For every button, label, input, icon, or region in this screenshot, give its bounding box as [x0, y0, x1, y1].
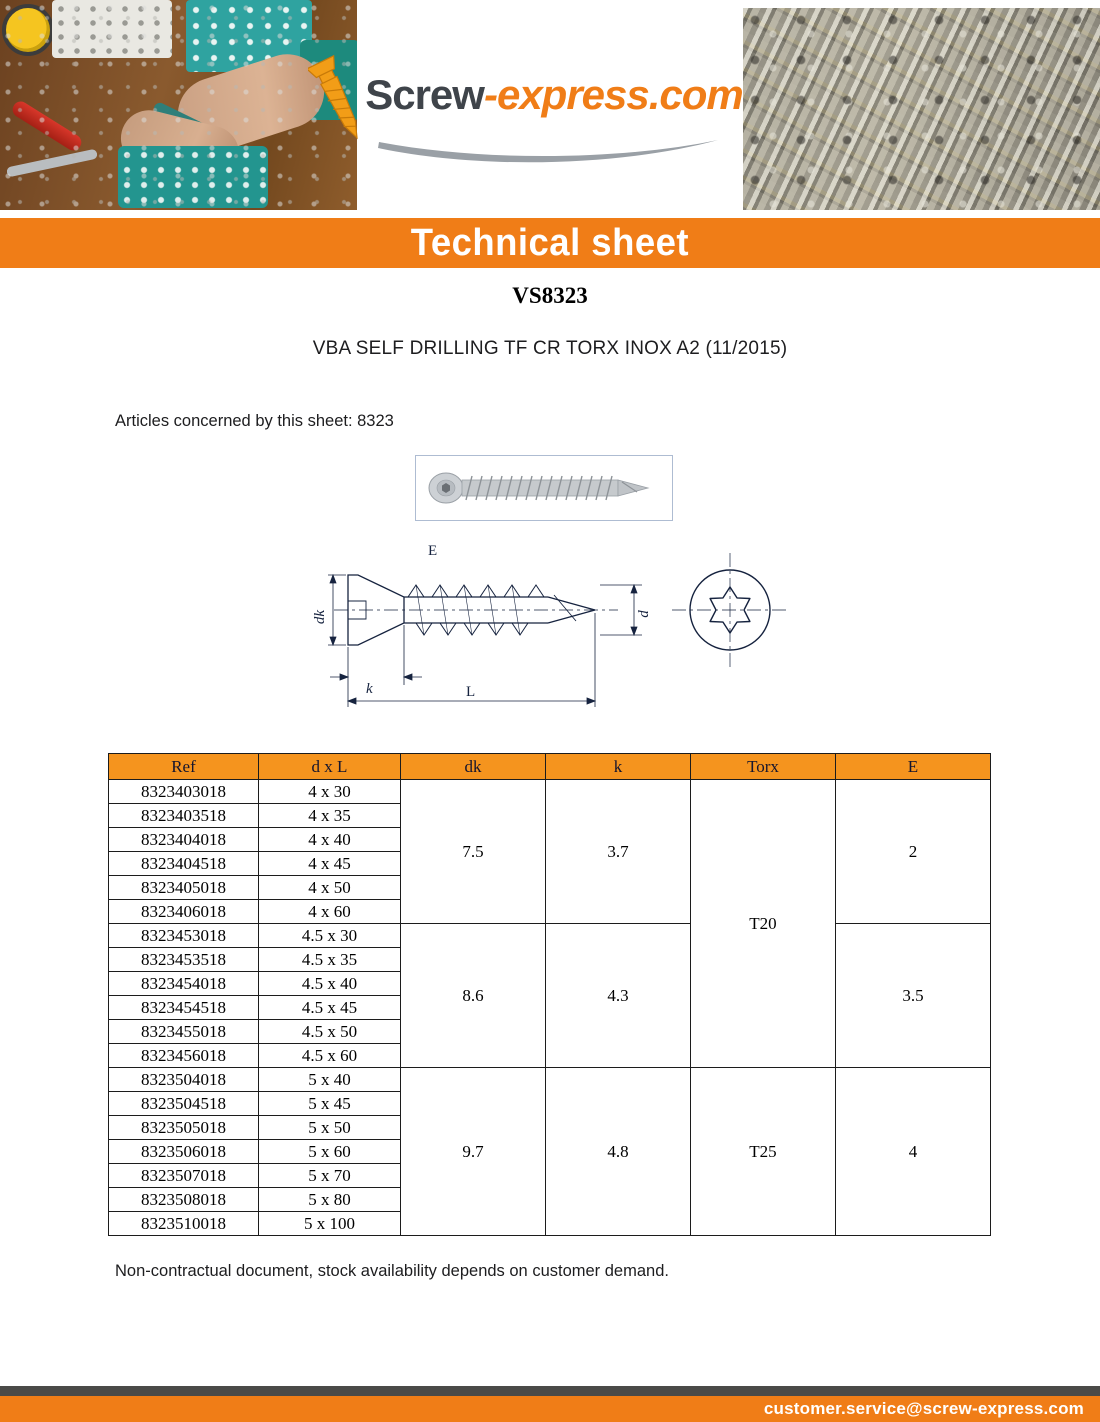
washers-decor — [0, 0, 357, 210]
logo-text — [358, 58, 750, 132]
dxl-cell: 5 x 40 — [259, 1068, 401, 1092]
spec-table — [108, 753, 991, 1236]
drawing-label-dk: dk — [312, 609, 328, 625]
e-cell: 3.5 — [836, 924, 991, 1068]
sheet-title: VBA SELF DRILLING TF CR TORX INOX A2 (11/2015) — [312, 338, 788, 359]
product-photo-box — [415, 455, 673, 521]
drawing-label-d: d — [636, 610, 652, 618]
ref-cell: 8323456018 — [109, 1044, 259, 1068]
k-cell: 4.3 — [546, 924, 691, 1068]
footer-note: Non-contractual document, stock availability depends on customer demand. — [115, 1262, 669, 1280]
table-header-row — [109, 754, 991, 780]
ref-cell: 8323455018 — [109, 1020, 259, 1044]
ref-cell: 8323510018 — [109, 1212, 259, 1236]
k-cell: 4.8 — [546, 1068, 691, 1236]
ref-cell: 8323404018 — [109, 828, 259, 852]
k-cell: 3.7 — [546, 780, 691, 924]
dxl-cell: 5 x 70 — [259, 1164, 401, 1188]
ref-cell: 8323454018 — [109, 972, 259, 996]
footer-email: customer.service@screw-express.com — [763, 1399, 1084, 1418]
dxl-cell: 4 x 50 — [259, 876, 401, 900]
dxl-cell: 5 x 45 — [259, 1092, 401, 1116]
col-header-e: E — [836, 754, 991, 780]
banner — [0, 218, 1100, 268]
banner-title: Technical sheet — [410, 221, 690, 264]
logo-text-primary: Screw — [365, 71, 484, 118]
dxl-cell: 4 x 35 — [259, 804, 401, 828]
drawing-label-E: E — [428, 543, 438, 559]
col-header-k: k — [546, 754, 691, 780]
screw-heads-decor — [743, 8, 1100, 210]
dxl-cell: 4.5 x 50 — [259, 1020, 401, 1044]
ref-cell: 8323508018 — [109, 1188, 259, 1212]
ref-cell: 8323403518 — [109, 804, 259, 828]
ref-cell: 8323505018 — [109, 1116, 259, 1140]
torx-cell: T25 — [691, 1068, 836, 1236]
dxl-cell: 4 x 30 — [259, 780, 401, 804]
dxl-cell: 4.5 x 30 — [259, 924, 401, 948]
dxl-cell: 4.5 x 35 — [259, 948, 401, 972]
col-header-torx: Torx — [691, 754, 836, 780]
ref-cell: 8323453518 — [109, 948, 259, 972]
ref-cell: 8323504018 — [109, 1068, 259, 1092]
dxl-cell: 5 x 100 — [259, 1212, 401, 1236]
dxl-cell: 5 x 50 — [259, 1116, 401, 1140]
dxl-cell: 4 x 45 — [259, 852, 401, 876]
spec-table-body — [109, 780, 991, 1236]
e-cell: 2 — [836, 780, 991, 924]
dxl-cell: 4 x 40 — [259, 828, 401, 852]
col-header-ref: Ref — [109, 754, 259, 780]
technical-drawing — [300, 535, 820, 725]
drawing-label-k: k — [366, 681, 373, 697]
sheet-code: VS8323 — [512, 283, 588, 308]
col-header-dk: dk — [401, 754, 546, 780]
dk-cell: 7.5 — [401, 780, 546, 924]
screw-product-image — [418, 457, 670, 519]
table-row — [109, 780, 991, 804]
dxl-cell: 4 x 60 — [259, 900, 401, 924]
logo-text-secondary: -express.com — [483, 71, 743, 118]
table-row — [109, 1068, 991, 1092]
table-row — [109, 924, 991, 948]
workbench-photo — [0, 0, 357, 210]
ref-cell: 8323453018 — [109, 924, 259, 948]
ref-cell: 8323403018 — [109, 780, 259, 804]
dxl-cell: 5 x 60 — [259, 1140, 401, 1164]
torx-cell: T20 — [691, 780, 836, 1068]
footer-orange-bar — [0, 1396, 1100, 1422]
dxl-cell: 5 x 80 — [259, 1188, 401, 1212]
screw-pile-photo — [743, 8, 1100, 210]
dxl-cell: 4.5 x 60 — [259, 1044, 401, 1068]
footer-gray-bar — [0, 1386, 1100, 1396]
dk-cell: 9.7 — [401, 1068, 546, 1236]
e-cell: 4 — [836, 1068, 991, 1236]
ref-cell: 8323404518 — [109, 852, 259, 876]
col-header-dxl: d x L — [259, 754, 401, 780]
ref-cell: 8323406018 — [109, 900, 259, 924]
logo-swoosh — [372, 138, 724, 172]
ref-cell: 8323506018 — [109, 1140, 259, 1164]
dk-cell: 8.6 — [401, 924, 546, 1068]
ref-cell: 8323454518 — [109, 996, 259, 1020]
drawing-label-L: L — [466, 684, 476, 700]
dxl-cell: 4.5 x 45 — [259, 996, 401, 1020]
ref-cell: 8323405018 — [109, 876, 259, 900]
ref-cell: 8323504518 — [109, 1092, 259, 1116]
dxl-cell: 4.5 x 40 — [259, 972, 401, 996]
articles-note: Articles concerned by this sheet: 8323 — [115, 412, 394, 430]
ref-cell: 8323507018 — [109, 1164, 259, 1188]
